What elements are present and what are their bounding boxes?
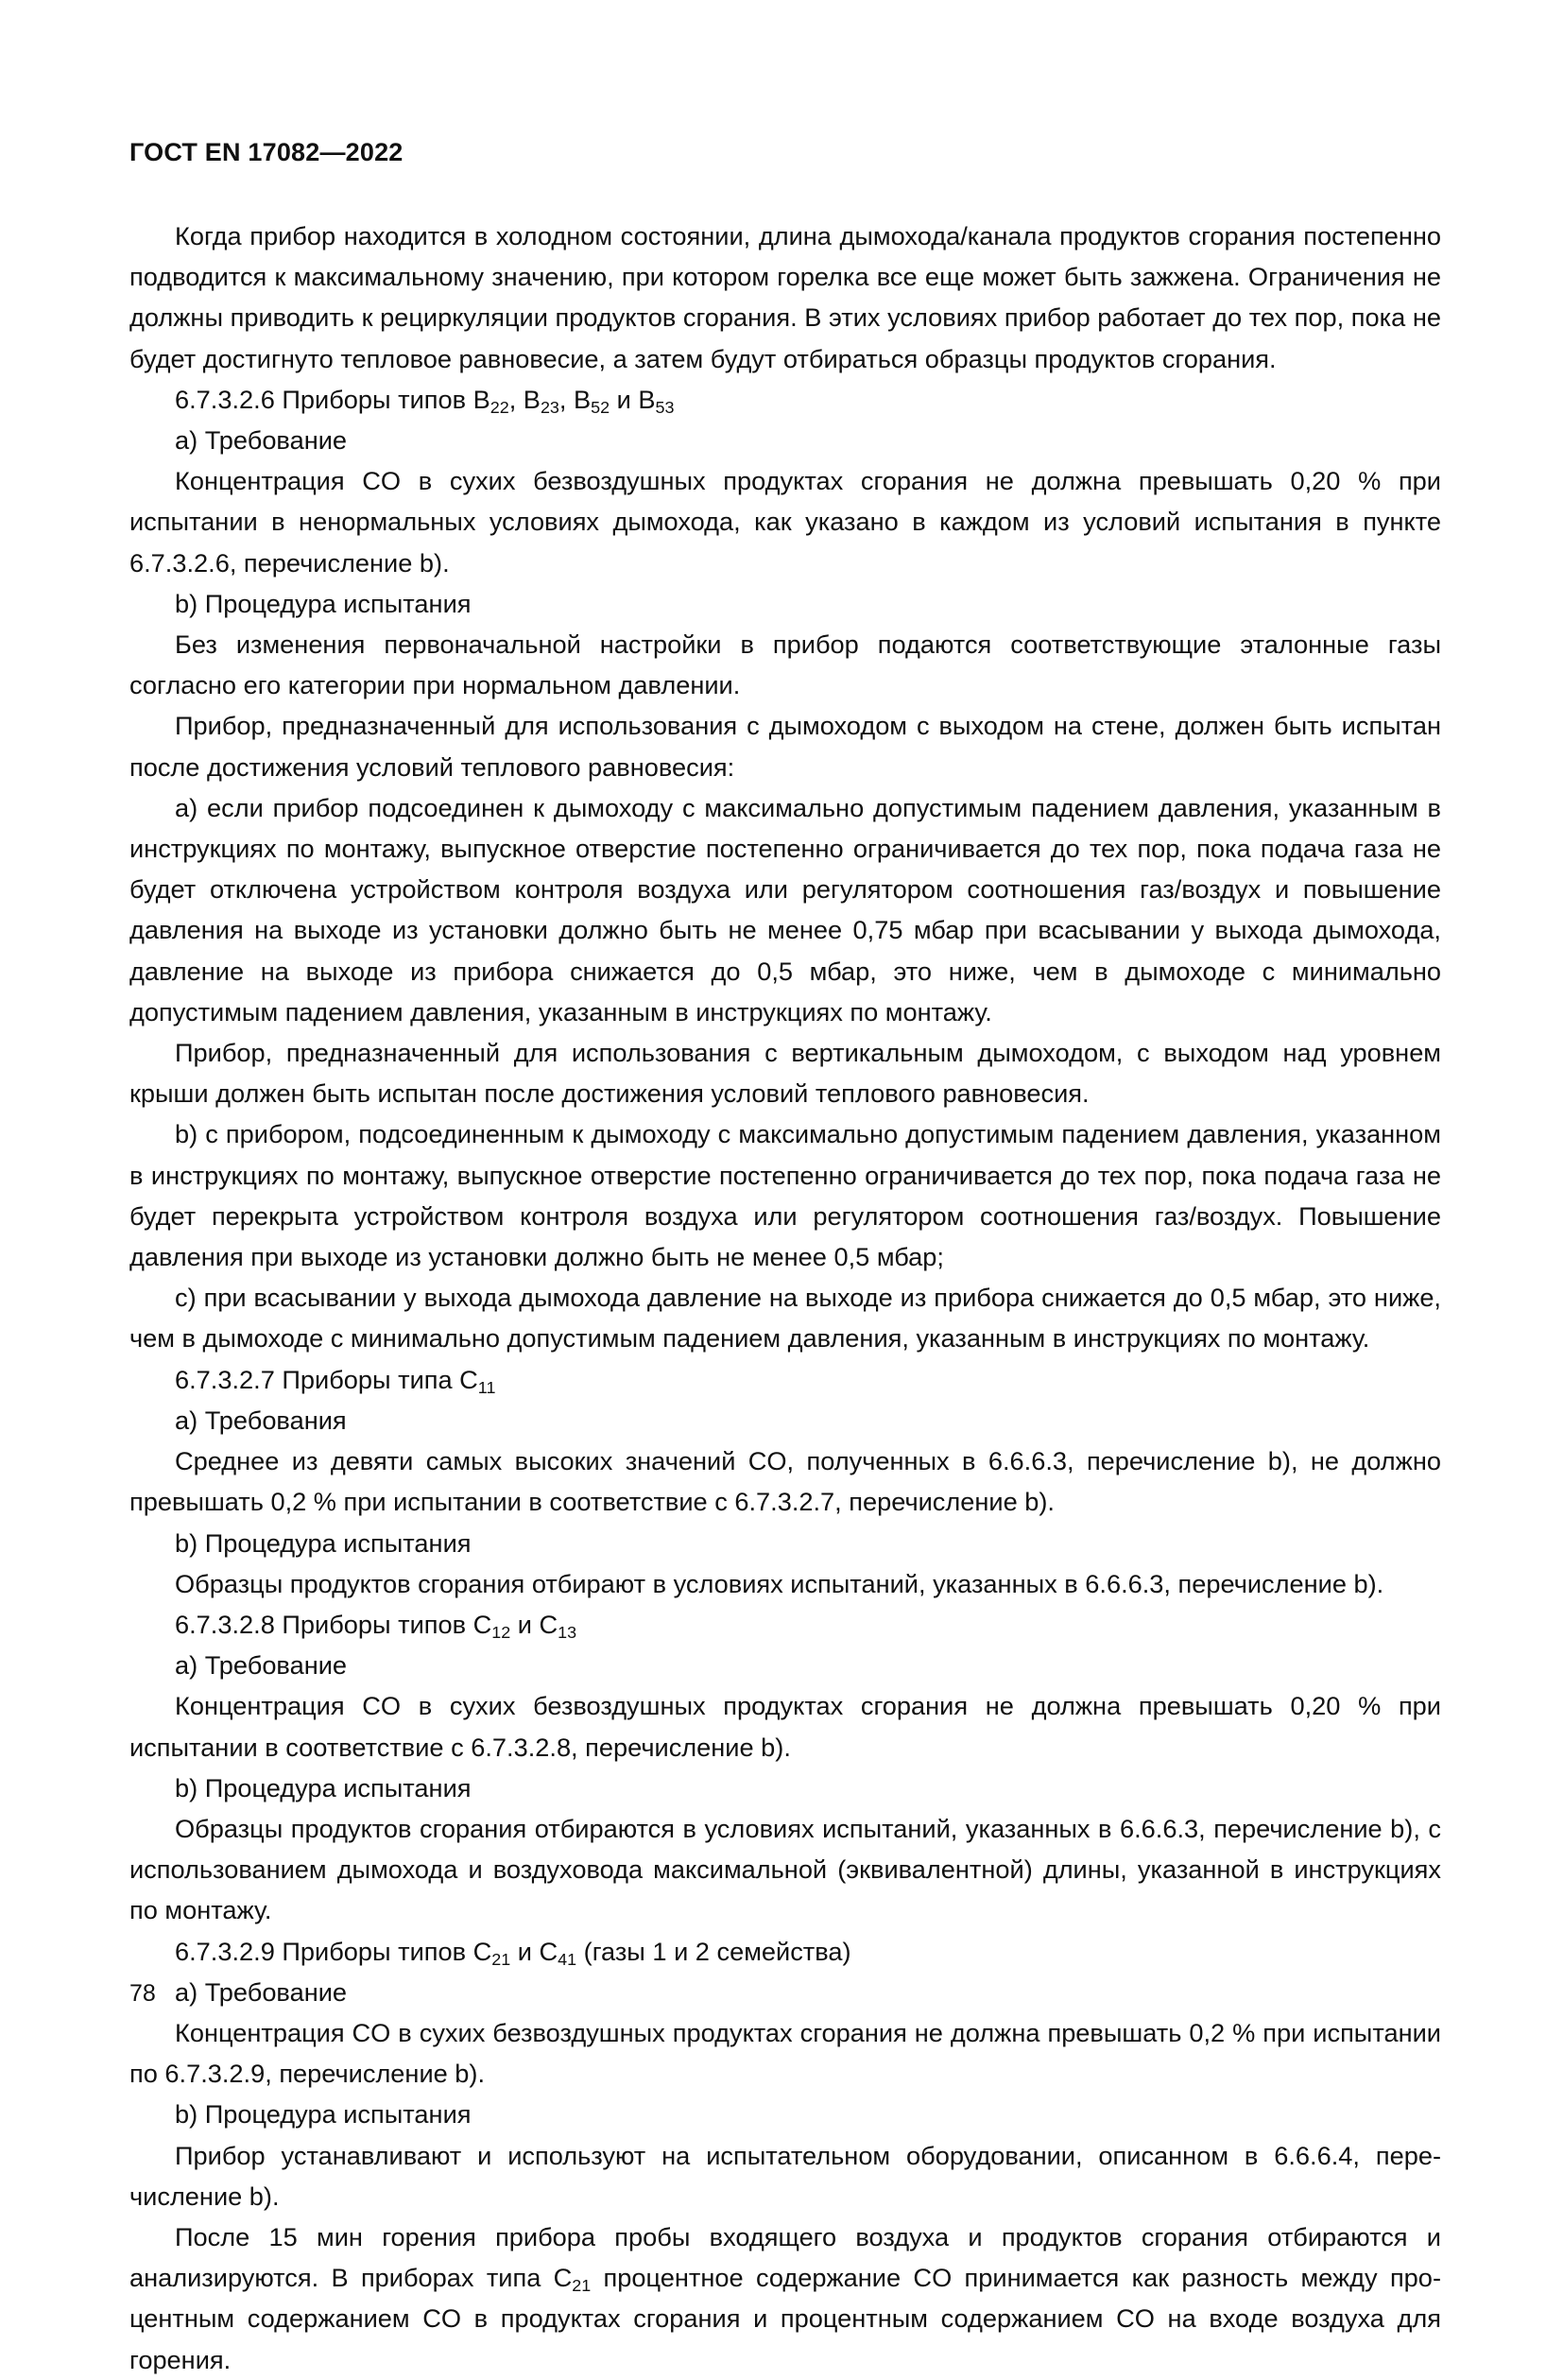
list-item-a-requirement-4: a) Требование (175, 1976, 348, 2007)
heading-6-7-3-2-7 (129, 1359, 1441, 1400)
heading-6-7-3-2-9-sep: и C (510, 1936, 558, 1966)
page-header-standard-number: ГОСТ EN 17082—2022 (129, 138, 404, 166)
paragraph-samples-taken-1: Образцы продуктов сгорания отбирают в условиях испытаний, указанных в 6.6.6.3, перечисление b). (175, 1568, 1384, 1598)
paragraph-average-nine-highest: Среднее из девяти самых высоких значений CO, полученных в 6.6.6.3, перечисление b), не должно превышать 0,2 % при испытании в соответствие с 6.7.3.2.7, перечисление b). (129, 1446, 1441, 1517)
paragraph-reference-gases: Без изменения первоначальной настройки в прибор подаются соответствующие эталонные газы согласно его категории при нормальном давлении. (129, 629, 1441, 700)
subscript-c13: 13 (558, 1622, 577, 1642)
subscript-c21-inline: 21 (572, 2276, 592, 2296)
paragraph-15-min-part1: После 15 мин горения прибора пробы входящего воздуха и продуктов сгорания отбираются и анализируются. В приборах типа C (129, 2221, 1441, 2293)
paragraph-wall-outlet-flue: Прибор, предназначенный для использования с дымоходом с выходом на стене, должен быть испытан после достижения условий теплового равновесия: (129, 711, 1441, 782)
subscript-c11: 11 (477, 1377, 496, 1397)
heading-6-7-3-2-8-sep: и C (510, 1609, 558, 1639)
subscript-c21: 21 (491, 1949, 511, 1969)
heading-6-7-3-2-8 (129, 1604, 1441, 1645)
subscript-b53: 53 (655, 397, 675, 417)
heading-6-7-3-2-6-text: 6.7.3.2.6 Приборы типов B (175, 384, 490, 414)
heading-6-7-3-2-9-suffix: (газы 1 и 2 семейства) (576, 1936, 851, 1966)
page-number: 78 (129, 1980, 156, 2007)
list-item-b-test-procedure-3: b) Процедура испытания (175, 1772, 472, 1802)
paragraph-item-a-pressure-drop: a) если прибор подсоединен к дымоходу с максимально допустимым падением давления, указанным в инструкциях по монтажу, выпускное отверстие постепенно ограничивается до тех пор, пока подача газа не будет отключена устройством контроля воздуха или регулятором соотношения газ/воздух и повышение давления на выходе из установки должно быть не менее 0,75 мбар при всасывании у выхода дымохода, давление на выходе из прибора снижается до 0,5 мбар, это ниже, чем в дымоходе с минимально допустимым падением давления, указанным в инструкциях по монтажу. (129, 792, 1441, 1026)
heading-6-7-3-2-8-text: 6.7.3.2.8 Приборы типов C (175, 1609, 492, 1639)
list-item-a-requirement-3: a) Требование (175, 1650, 348, 1681)
paragraph-item-c-suction: c) при всасывании у выхода дымохода давление на выходе из прибора снижается до 0,5 мбар, это ниже, чем в дымоходе с минимально допустимым падением давления, указанным в инструкциях по монтажу. (129, 1283, 1441, 1354)
heading-6-7-3-2-9-text: 6.7.3.2.9 Приборы типов C (175, 1936, 492, 1966)
heading-6-7-3-2-6-sep2: , B (558, 384, 592, 414)
paragraph-samples-taken-2: Образцы продуктов сгорания отбираются в условиях испытаний, указанных в 6.6.6.3, перечисление b), с использованием дымохода и воздуховода максимальной (эквивалентной) длины, указанной в инструкциях по монтажу. (129, 1813, 1441, 1925)
subscript-b52: 52 (591, 397, 610, 417)
subscript-c41: 41 (558, 1949, 577, 1969)
paragraph-test-equipment: Прибор устанавливают и используют на испытательном оборудовании, описанном в 6.6.6.4, перечисление b). (129, 2140, 1441, 2211)
heading-6-7-3-2-6-sep3: и B (610, 384, 656, 414)
paragraph-co-concentration-2: Концентрация CO в сухих безвоздушных продуктах сгорания не должна превышать 0,20 % при испытании в соответствие с 6.7.3.2.8, перечисление b). (129, 1691, 1441, 1762)
heading-6-7-3-2-7-text: 6.7.3.2.7 Приборы типа C (175, 1364, 478, 1394)
subscript-b23: 23 (540, 397, 559, 417)
subscript-b22: 22 (490, 397, 509, 417)
paragraph-item-b-pressure-drop: b) с прибором, подсоединенным к дымоходу с максимально допустимым падением давления, указанном в инструкциях по монтажу, выпускное отверстие постепенно ограничивается до тех пор, пока подача газа не будет перекрыта устройством контроля воздуха или регулятором соотношения газ/воздух. Повышение давления при выходе из установки должно быть не менее 0,5 мбар; (129, 1119, 1441, 1272)
list-item-b-test-procedure-4: b) Процедура испытания (175, 2099, 472, 2130)
heading-6-7-3-2-6 (129, 379, 1441, 420)
paragraph-co-concentration-3: Концентрация CO в сухих безвоздушных продуктах сгорания не должна превышать 0,2 % при испытании по 6.7.3.2.9, перечисление b). (129, 2017, 1441, 2089)
heading-6-7-3-2-9 (129, 1931, 1441, 1972)
paragraph-cold-state: Когда прибор находится в холодном состоянии, длина дымохода/канала продуктов сгорания постепенно подводится к максимальному значению, при котором горелка все еще может быть зажжена. Ограничения не должны приводить к рециркуляции продуктов сгорания. В этих условиях прибор работает до тех пор, пока не будет достигнуто тепловое равновесие, а затем будут отбираться образцы продуктов сгорания. (129, 221, 1441, 373)
list-item-b-test-procedure-2: b) Процедура испытания (175, 1527, 472, 1558)
document-body (129, 216, 1441, 2380)
list-item-a-requirements-2: a) Требования (175, 1405, 347, 1435)
subscript-c12: 12 (491, 1622, 511, 1642)
paragraph-vertical-flue: Прибор, предназначенный для использования с вертикальным дымоходом, с выходом над уровнем крыши должен быть испытан после достижения условий теплового равновесия. (129, 1038, 1441, 1109)
paragraph-15-min-part2: процентное содержание CO принимается как разность между процентным содержанием CO в продуктах сгорания и процентным содержанием CO на входе воздуха для горения. (129, 2263, 1441, 2374)
heading-6-7-3-2-6-sep1: , B (508, 384, 541, 414)
paragraph-co-concentration-1: Концентрация CO в сухих безвоздушных продуктах сгорания не должна превышать 0,20 % при испытании в ненормальных условиях дымохода, как указано в каждом из условий испытания в пункте 6.7.3.2.6, перечисление b). (129, 466, 1441, 578)
list-item-a-requirement-1: a) Требование (175, 425, 348, 456)
list-item-b-test-procedure-1: b) Процедура испытания (175, 588, 472, 618)
paragraph-15-min-combustion (129, 2216, 1441, 2380)
